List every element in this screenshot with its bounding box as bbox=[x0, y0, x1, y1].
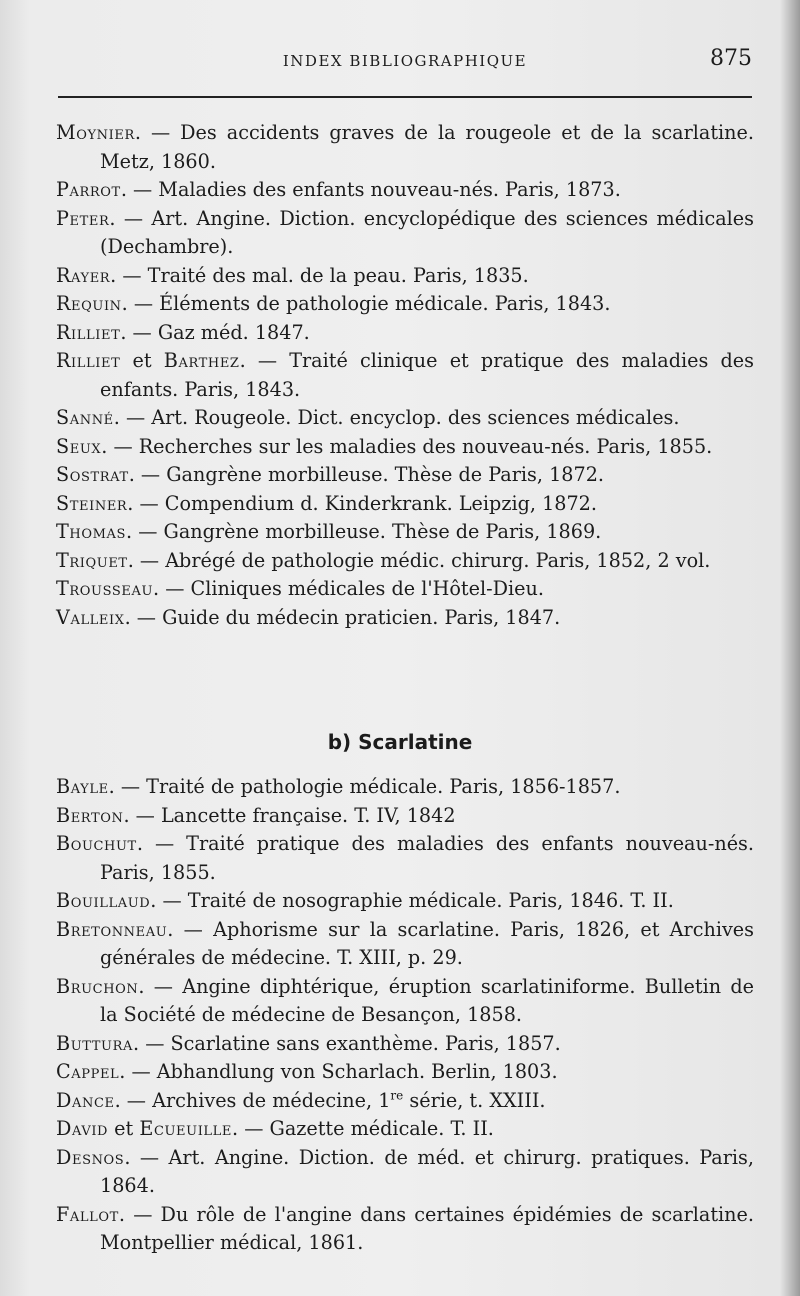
entry-text: — Angine diphtérique, éruption scarlatiniforme. Bulletin de la Société de médecine de Besançon, 1858. bbox=[100, 974, 754, 1026]
bibliography-entry: Dance. — Archives de médecine, 1re série, t. XXIII. bbox=[56, 1088, 546, 1112]
bibliography-entry: Buttura. — Scarlatine sans exanthème. Paris, 1857. bbox=[56, 1031, 561, 1055]
entry-text: — Maladies des enfants nouveau-nés. Paris, 1873. bbox=[133, 178, 621, 201]
bibliography-entry: Bruchon. — Angine diphtérique, éruption scarlatiniforme. Bulletin de la Société de médecine de Besançon, 1858. bbox=[56, 974, 754, 1026]
header-title: INDEX BIBLIOGRAPHIQUE bbox=[282, 52, 528, 70]
entry-author: Peter bbox=[56, 206, 110, 230]
entry-author: Cappel bbox=[56, 1060, 120, 1083]
entry-author: Thomas bbox=[56, 520, 126, 543]
entry-text: — Gangrène morbilleuse. Thèse de Paris, 1872. bbox=[140, 463, 604, 486]
bibliography-entry: Bayle. — Traité de pathologie médicale. Paris, 1856-1857. bbox=[56, 775, 621, 798]
running-header bbox=[58, 44, 752, 78]
entry-text: — Gazette médicale. T. II. bbox=[244, 1117, 494, 1140]
entry-text: — Aphorisme sur la scarlatine. Paris, 1826, et Archives générales de médecine. T. XIII, p. 29. bbox=[100, 917, 754, 969]
entry-author: Bouillaud bbox=[56, 889, 151, 912]
bibliography-list-scarlatine bbox=[56, 773, 754, 1258]
entry-text: — Art. Angine. Diction. de méd. et chirurg. pratiques. Paris, 1864. bbox=[100, 1145, 754, 1197]
entry-text: — Art. Rougeole. Dict. encyclop. des sciences médicales. bbox=[125, 406, 680, 429]
entry-text: — Art. Angine. Diction. encyclopédique des sciences médicales (Dechambre). bbox=[100, 206, 754, 258]
entry-text: — Archives de médecine, 1 bbox=[126, 1088, 391, 1112]
entry-text: — Des accidents graves de la rougeole et de la scarlatine. Metz, 1860. bbox=[100, 121, 754, 173]
bibliography-entry: Rilliet et Barthez. — Traité clinique et pratique des maladies des enfants. Paris, 1843. bbox=[56, 349, 755, 401]
bibliography-entry: Steiner. — Compendium d. Kinderkrank. Leipzig, 1872. bbox=[56, 491, 597, 515]
entry-text: — Guide du médecin praticien. Paris, 1847. bbox=[136, 605, 561, 629]
entry-author: Bouchut bbox=[56, 832, 137, 855]
bibliography-entry: Thomas. — Gangrène morbilleuse. Thèse de Paris, 1869. bbox=[56, 520, 602, 543]
entry-author: Berton bbox=[56, 803, 124, 827]
entry-author: Parrot bbox=[56, 178, 121, 201]
bibliography-entry: Trousseau. — Cliniques médicales de l'Hôtel-Dieu. bbox=[56, 577, 544, 600]
entry-text: — Du rôle de l'angine dans certaines épidémies de scarlatine. Montpellier médical, 1861. bbox=[100, 1202, 754, 1254]
entry-text: — Abrégé de pathologie médic. chirurg. Paris, 1852, 2 vol. bbox=[139, 548, 711, 572]
entry-text: — Abhandlung von Scharlach. Berlin, 1803. bbox=[131, 1060, 558, 1083]
entry-author: Bretonneau bbox=[56, 917, 168, 941]
entry-text: — Cliniques médicales de l'Hôtel-Dieu. bbox=[165, 577, 544, 600]
entry-text: — Éléments de pathologie médicale. Paris, 1843. bbox=[133, 292, 611, 315]
bibliography-entry: Rilliet. — Gaz méd. 1847. bbox=[56, 320, 310, 344]
entry-text: — Gangrène morbilleuse. Thèse de Paris, 1869. bbox=[138, 520, 602, 543]
entry-author: Ecueuille bbox=[139, 1117, 232, 1140]
bibliography-entry: Parrot. — Maladies des enfants nouveau-nés. Paris, 1873. bbox=[56, 178, 621, 201]
entry-author: Rayer bbox=[56, 263, 111, 287]
entry-author: Rilliet bbox=[56, 349, 121, 372]
bibliography-entry: Peter. — Art. Angine. Diction. encyclopédique des sciences médicales (Dechambre). bbox=[56, 206, 754, 258]
section-heading: b) Scarlatine bbox=[327, 730, 473, 754]
entry-author: Desnos bbox=[56, 1145, 125, 1169]
bibliography-entry: Valleix. — Guide du médecin praticien. Paris, 1847. bbox=[56, 605, 561, 629]
entry-text: — Gaz méd. 1847. bbox=[132, 320, 310, 344]
page-number: 875 bbox=[710, 46, 752, 71]
bibliography-entry: Bouchut. — Traité pratique des maladies des enfants nouveau-nés. Paris, 1855. bbox=[56, 832, 754, 884]
bibliography-entry: Desnos. — Art. Angine. Diction. de méd. et chirurg. pratiques. Paris, 1864. bbox=[56, 1145, 754, 1197]
entry-author: David bbox=[56, 1117, 109, 1140]
entry-text: — Lancette française. T. IV, 1842 bbox=[135, 803, 456, 827]
entry-author: Moynier bbox=[56, 121, 135, 144]
entry-author: Trousseau bbox=[56, 577, 154, 600]
entry-author: Seux bbox=[56, 434, 102, 458]
entry-conjunction: et bbox=[108, 1117, 140, 1140]
entry-author: Rilliet bbox=[56, 320, 121, 344]
bibliography-entry: Sostrat. — Gangrène morbilleuse. Thèse de Paris, 1872. bbox=[56, 463, 604, 486]
entry-author: Sostrat bbox=[56, 463, 129, 486]
entry-author: Steiner bbox=[56, 491, 128, 515]
entry-text: — Traité clinique et pratique des maladies des enfants. Paris, 1843. bbox=[100, 349, 755, 401]
bibliography-entry: Moynier. — Des accidents graves de la rougeole et de la scarlatine. Metz, 1860. bbox=[56, 121, 754, 173]
bibliography-entry: Bouillaud. — Traité de nosographie médicale. Paris, 1846. T. II. bbox=[56, 889, 674, 912]
entry-author: Dance bbox=[56, 1088, 115, 1112]
entry-author: Requin bbox=[56, 292, 122, 315]
entry-author: Buttura bbox=[56, 1031, 133, 1055]
bibliography-entry: Sanné. — Art. Rougeole. Dict. encyclop. des sciences médicales. bbox=[56, 406, 680, 429]
bibliography-entry: Bretonneau. — Aphorisme sur la scarlatine. Paris, 1826, et Archives générales de médecine. T. XIII, p. 29. bbox=[56, 917, 754, 969]
entry-text: — Traité des mal. de la peau. Paris, 1835. bbox=[122, 263, 529, 287]
entry-author: Sanné bbox=[56, 406, 114, 429]
bibliography-entry: Berton. — Lancette française. T. IV, 1842 bbox=[56, 803, 456, 827]
entry-text: — Traité pratique des maladies des enfants nouveau-nés. Paris, 1855. bbox=[100, 832, 754, 884]
entry-text: — Recherches sur les maladies des nouveau-nés. Paris, 1855. bbox=[113, 434, 713, 458]
entry-text: — Traité de nosographie médicale. Paris, 1846. T. II. bbox=[162, 889, 674, 912]
bibliography-entry: David et Ecueuille. — Gazette médicale. T. II. bbox=[56, 1117, 494, 1140]
bibliography-entry: Triquet. — Abrégé de pathologie médic. chirurg. Paris, 1852, 2 vol. bbox=[56, 548, 711, 572]
entry-superscript: re bbox=[390, 1088, 404, 1103]
bibliography-entry: Fallot. — Du rôle de l'angine dans certaines épidémies de scarlatine. Montpellier médical, 1861. bbox=[56, 1202, 754, 1254]
entry-author: Triquet bbox=[56, 548, 128, 572]
entry-author: Valleix bbox=[56, 605, 125, 629]
entry-author: Bruchon bbox=[56, 974, 139, 998]
entry-author: Fallot bbox=[56, 1202, 119, 1226]
header-rule bbox=[58, 96, 752, 98]
entry-text: — Traité de pathologie médicale. Paris, 1856-1857. bbox=[120, 775, 621, 798]
bibliography-list-rougeole bbox=[56, 119, 754, 632]
bibliography-entry: Rayer. — Traité des mal. de la peau. Paris, 1835. bbox=[56, 263, 529, 287]
entry-text: — Compendium d. Kinderkrank. Leipzig, 1872. bbox=[139, 491, 597, 515]
entry-author: Barthez bbox=[163, 349, 240, 372]
entry-conjunction: et bbox=[120, 349, 164, 372]
entry-author: Bayle bbox=[56, 775, 109, 798]
entry-text: série, t. XXIII. bbox=[403, 1088, 546, 1112]
entry-text: — Scarlatine sans exanthème. Paris, 1857. bbox=[145, 1031, 561, 1055]
bibliography-entry: Cappel. — Abhandlung von Scharlach. Berlin, 1803. bbox=[56, 1060, 558, 1083]
bibliography-entry: Requin. — Éléments de pathologie médicale. Paris, 1843. bbox=[56, 292, 611, 315]
bibliography-entry: Seux. — Recherches sur les maladies des nouveau-nés. Paris, 1855. bbox=[56, 434, 713, 458]
